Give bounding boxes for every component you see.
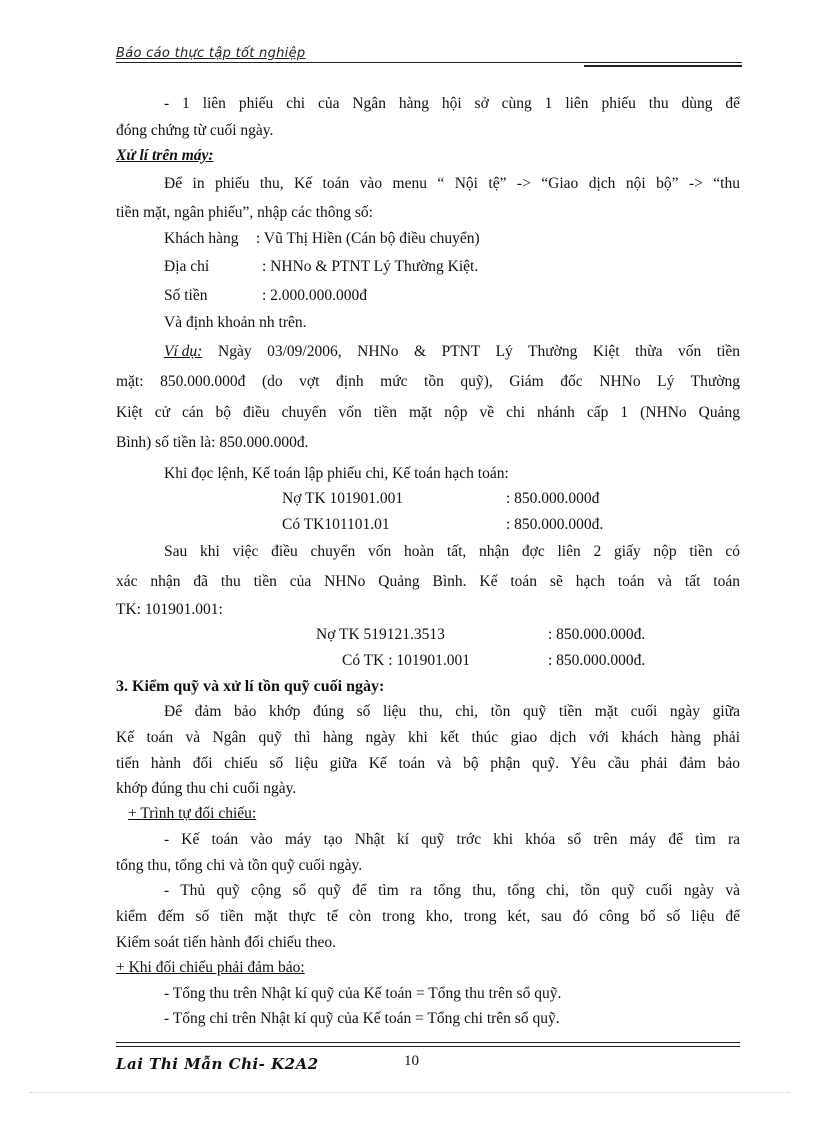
- paragraph-line: Kiểm soát tiến hành đối chiếu theo.: [116, 934, 336, 951]
- paragraph-line: - Tổng thu trên Nhật kí quỹ của Kế toán = Tổng thu trên sổ quỹ.: [164, 985, 562, 1002]
- field-value: : Vũ Thị Hiền (Cán bộ điều chuyển): [256, 230, 480, 247]
- page-header-title: Báo cáo thực tập tốt nghiệp: [116, 46, 306, 61]
- paragraph-line: xác nhận đã thu tiền của NHNo Quảng Bình. Kế toán sẽ hạch toán và tất toán: [116, 573, 740, 590]
- field-label: Địa chỉ: [164, 258, 210, 275]
- paragraph-line: Kế toán và Ngân quỹ thì hàng ngày khi kết thúc giao dịch với khách hàng phải: [116, 729, 740, 746]
- paragraph-line: Khi đọc lệnh, Kế toán lập phiếu chi, Kế toán hạch toán:: [164, 465, 509, 482]
- page-bottom-border: [30, 1092, 790, 1093]
- paragraph-line: TK: 101901.001:: [116, 601, 223, 618]
- entry-debit-label: Nợ TK 519121.3513: [316, 626, 445, 643]
- entry-credit-label: Có TK101101.01: [282, 516, 390, 533]
- entry-debit-value: : 850.000.000đ.: [548, 626, 646, 643]
- paragraph-line: Ngày 03/09/2006, NHNo & PTNT Lý Thường Kiệt thừa vốn tiền: [218, 343, 740, 360]
- section-heading: 3. Kiểm quỹ và xử lí tồn quỹ cuối ngày:: [116, 678, 385, 695]
- paragraph-line: tổng thu, tổng chi và tồn quỹ cuối ngày.: [116, 857, 363, 874]
- paragraph-line: Sau khi việc điều chuyển vốn hoàn tất, nhận đợc liên 2 giấy nộp tiền có: [164, 543, 740, 560]
- paragraph-line: Bình) số tiền là: 850.000.000đ.: [116, 434, 309, 451]
- footer-author: Lai Thi Mẫn Chi- K2A2: [116, 1055, 319, 1073]
- entry-credit-label: Có TK : 101901.001: [342, 652, 471, 669]
- paragraph-line: tiền mặt, ngân phiếu”, nhập các thông số:: [116, 204, 373, 221]
- footer-rule: [116, 1046, 740, 1047]
- paragraph-line: Để đảm bảo khớp đúng số liệu thu, chi, tồn quỹ tiền mặt cuối ngày giữa: [164, 703, 740, 720]
- paragraph-line: - 1 liên phiếu chi của Ngân hàng hội sở cùng 1 liên phiếu thu dùng để: [164, 95, 740, 112]
- example-label: Ví dụ:: [164, 343, 203, 360]
- entry-debit-label: Nợ TK 101901.001: [282, 490, 404, 507]
- entry-credit-value: : 850.000.000đ.: [548, 652, 646, 669]
- paragraph-line: tiến hành đối chiếu số liệu giữa Kế toán và bộ phận quỹ. Yêu cầu phải đảm bảo: [116, 755, 740, 772]
- subheading-trinh-tu: + Trình tự đối chiếu:: [128, 805, 257, 822]
- field-value: : NHNo & PTNT Lý Thường Kiệt.: [262, 258, 479, 275]
- field-label: Khách hàng: [164, 230, 239, 247]
- paragraph-line: mặt: 850.000.000đ (do vợt định mức tồn quỹ), Giám đốc NHNo Lý Thường: [116, 373, 740, 390]
- subheading-khi-doi-chieu: + Khi đối chiếu phải đảm bảo:: [116, 959, 305, 976]
- paragraph-line: Để in phiếu thu, Kế toán vào menu “ Nội tệ” -> “Giao dịch nội bộ” -> “thu: [164, 175, 740, 192]
- paragraph-line: kiểm đếm số tiền mặt thực tế còn trong kho, trong két, sau đó công bố số liệu để: [116, 908, 740, 925]
- entry-credit-value: : 850.000.000đ.: [506, 516, 604, 533]
- footer-rule: [116, 1042, 740, 1043]
- paragraph-line: Kiệt cử cán bộ điều chuyển vốn tiền mặt nộp về chi nhánh cấp 1 (NHNo Quảng: [116, 404, 740, 421]
- paragraph-line: Và định khoản nh trên.: [164, 314, 307, 331]
- paragraph-line: - Tổng chi trên Nhật kí quỹ của Kế toán = Tổng chi trên sổ quỹ.: [164, 1010, 560, 1027]
- paragraph-line: - Kế toán vào máy tạo Nhật kí quỹ trớc khi khóa sổ trên máy để tìm ra: [164, 831, 740, 848]
- subheading-xu-li: Xử lí trên máy:: [116, 147, 214, 164]
- field-value: : 2.000.000.000đ: [262, 287, 368, 304]
- page-number: 10: [404, 1053, 419, 1069]
- field-label: Số tiền: [164, 287, 208, 304]
- header-rule-thick: [584, 65, 742, 67]
- entry-debit-value: : 850.000.000đ: [506, 490, 600, 507]
- paragraph-line: khớp đúng thu chi cuối ngày.: [116, 780, 297, 797]
- paragraph-line: đóng chứng từ cuối ngày.: [116, 122, 274, 139]
- header-rule: [116, 62, 742, 63]
- paragraph-line: - Thủ quỹ cộng sổ quỹ để tìm ra tổng thu, tổng chi, tồn quỹ cuối ngày và: [164, 882, 740, 899]
